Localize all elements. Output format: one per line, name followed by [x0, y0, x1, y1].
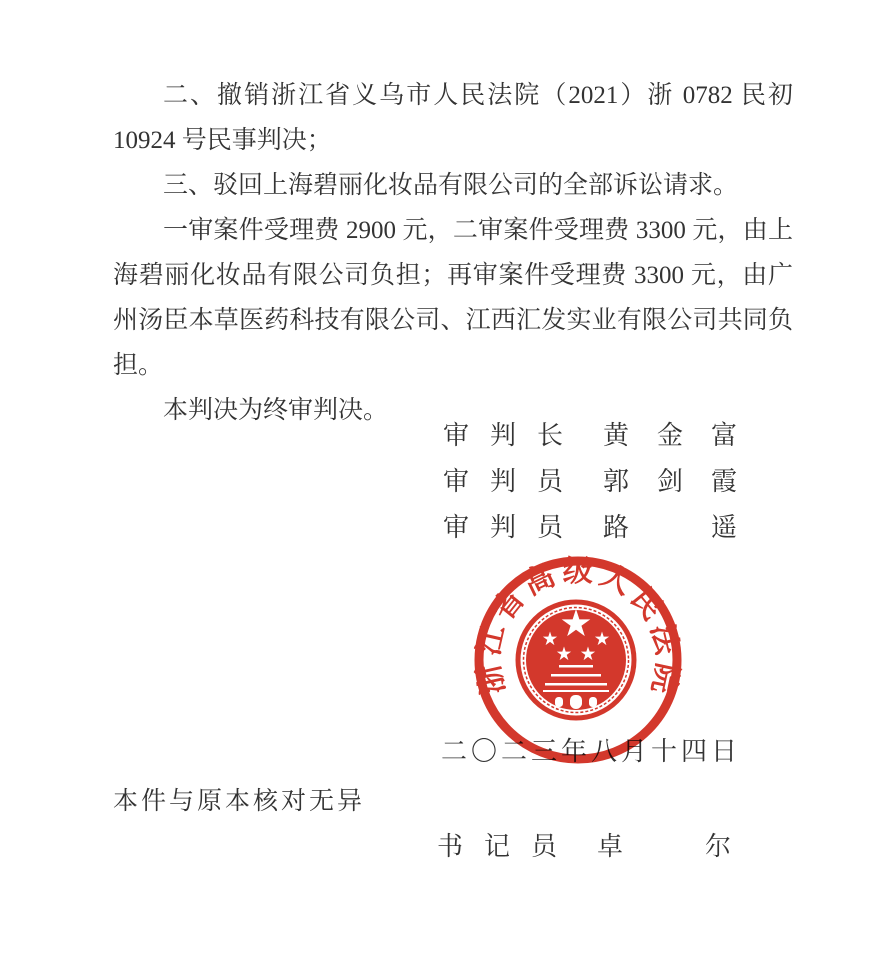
judge-line: [443, 459, 765, 505]
judge-name: 黄金富: [603, 421, 766, 450]
judgment-date: 二〇二三年八月十四日: [441, 737, 742, 766]
china-national-emblem-icon: [518, 602, 634, 718]
clerk-line: [437, 826, 759, 863]
presiding-judge-line: [443, 413, 765, 459]
judge-role: 审判长: [443, 421, 585, 450]
judge-name: 路 遥: [603, 513, 766, 542]
court-seal: [471, 553, 685, 767]
final-judgment-statement: 本判决为终审判决。: [163, 397, 389, 424]
judge-name: 郭剑霞: [603, 467, 766, 496]
court-fees-paragraph: 一审案件受理费 2900 元，二审案件受理费 3300 元，由上海碧丽化妆品有限公司负担；再审案件受理费 3300 元，由广州汤臣本草医药科技有限公司、江西汇发实业有限公司共同负担。: [113, 217, 793, 379]
verification-note: 本件与原本核对无异: [113, 788, 366, 815]
judge-role: 审判员: [443, 467, 585, 496]
clerk-role: 书记员: [437, 832, 579, 861]
judge-line: [443, 505, 765, 551]
signature-block: [443, 413, 765, 551]
clerk-name: 卓 尔: [597, 832, 760, 861]
judgment-body: [113, 73, 793, 433]
seal-graphics: [472, 555, 684, 759]
ruling-item-2: 二、撤销浙江省义乌市人民法院（2021）浙 0782 民初 10924 号民事判决；: [113, 82, 793, 154]
ruling-item-3: 三、驳回上海碧丽化妆品有限公司的全部诉讼请求。: [163, 172, 739, 199]
judge-role: 审判员: [443, 513, 585, 542]
seal-text: 浙江省高级人民法院: [472, 554, 684, 698]
